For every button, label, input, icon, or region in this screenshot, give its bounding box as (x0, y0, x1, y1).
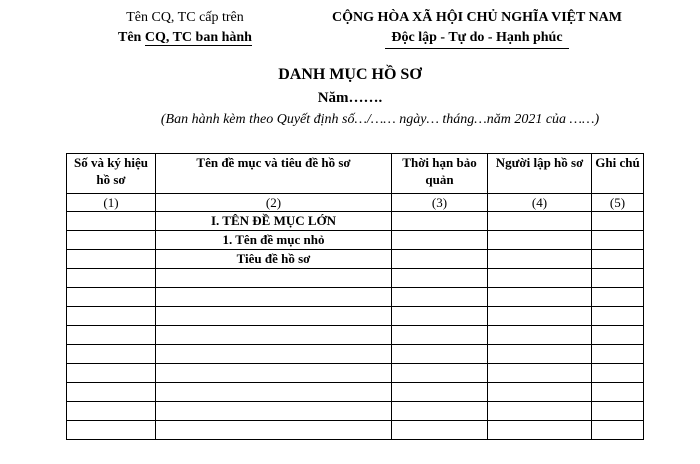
table-cell (67, 307, 156, 326)
header-notes: Ghi chú (592, 154, 644, 194)
table-cell (67, 326, 156, 345)
table-cell (392, 326, 488, 345)
table-cell (488, 307, 592, 326)
table-cell (488, 269, 592, 288)
national-motto: Độc lập - Tự do - Hạnh phúc (385, 28, 568, 49)
table-cell (392, 288, 488, 307)
agency-block (70, 8, 300, 48)
header-creator: Người lập hồ sơ (488, 154, 592, 194)
column-number-row (67, 194, 644, 212)
table-cell (156, 269, 392, 288)
table-cell (67, 383, 156, 402)
table-cell (592, 345, 644, 364)
table-cell (392, 383, 488, 402)
table-cell (156, 364, 392, 383)
table-cell (592, 269, 644, 288)
issuing-agency-name: CQ, TC ban hành (144, 30, 252, 45)
table-cell (392, 421, 488, 440)
table-cell (392, 250, 488, 269)
table-cell (592, 402, 644, 421)
column-number: (2) (156, 194, 392, 212)
records-table (66, 153, 644, 440)
table-cell (488, 402, 592, 421)
table-cell (488, 421, 592, 440)
table-cell (592, 231, 644, 250)
issuing-agency-prefix: Tên (118, 30, 145, 45)
table-cell (592, 326, 644, 345)
table-row (67, 421, 644, 440)
column-number: (3) (392, 194, 488, 212)
table-cell (592, 307, 644, 326)
header-retention: Thời hạn bảo quản (392, 154, 488, 194)
table-cell (592, 364, 644, 383)
table-cell (392, 364, 488, 383)
table-cell (392, 345, 488, 364)
column-number: (4) (488, 194, 592, 212)
table-row (67, 326, 644, 345)
record-title: Tiêu đề hồ sơ (156, 250, 392, 269)
table-cell (67, 402, 156, 421)
national-heading (312, 8, 642, 49)
table-cell (592, 383, 644, 402)
table-header-row (67, 154, 644, 194)
table-cell (392, 212, 488, 231)
table-cell (488, 345, 592, 364)
major-heading: I. TÊN ĐỀ MỤC LỚN (156, 212, 392, 231)
table-cell (592, 288, 644, 307)
table-cell (67, 269, 156, 288)
table-cell (156, 288, 392, 307)
table-row (67, 307, 644, 326)
table-cell (392, 269, 488, 288)
table-cell (67, 212, 156, 231)
table-row (67, 402, 644, 421)
table-cell (67, 364, 156, 383)
table-cell (67, 345, 156, 364)
table-cell (67, 231, 156, 250)
header-record-code: Số và ký hiệu hồ sơ (67, 154, 156, 194)
table-cell (592, 421, 644, 440)
table-cell (592, 212, 644, 231)
table-row (67, 345, 644, 364)
minor-heading: 1. Tên đề mục nhỏ (156, 231, 392, 250)
table-row (67, 288, 644, 307)
table-cell (392, 307, 488, 326)
table-row (67, 269, 644, 288)
issuing-agency (70, 28, 300, 48)
table-cell (488, 288, 592, 307)
table-cell (156, 421, 392, 440)
table-cell (488, 250, 592, 269)
table-cell (67, 421, 156, 440)
document-title: DANH MỤC HỒ SƠ (278, 66, 422, 83)
table-row (67, 364, 644, 383)
decision-reference: (Ban hành kèm theo Quyết định số…/…… ngày… tháng…năm 2021 của ……) (160, 112, 600, 127)
table-cell (488, 364, 592, 383)
nation-name: CỘNG HÒA XÃ HỘI CHỦ NGHĨA VIỆT NAM (331, 10, 622, 25)
table-cell (156, 307, 392, 326)
table-cell (392, 231, 488, 250)
table-row (67, 212, 644, 231)
table-row (67, 383, 644, 402)
column-number: (1) (67, 194, 156, 212)
table-cell (156, 383, 392, 402)
table-cell (156, 345, 392, 364)
column-number: (5) (592, 194, 644, 212)
table-cell (488, 383, 592, 402)
table-cell (488, 231, 592, 250)
table-cell (488, 326, 592, 345)
parent-agency: Tên CQ, TC cấp trên (126, 10, 244, 25)
table-cell (67, 250, 156, 269)
table-cell (156, 326, 392, 345)
table-cell (67, 288, 156, 307)
table-cell (156, 402, 392, 421)
table-cell (592, 250, 644, 269)
table-row (67, 250, 644, 269)
header-title: Tên đề mục và tiêu đề hồ sơ (156, 154, 392, 194)
table-cell (392, 402, 488, 421)
table-row (67, 231, 644, 250)
table-cell (488, 212, 592, 231)
document-year: Năm……. (317, 90, 383, 106)
